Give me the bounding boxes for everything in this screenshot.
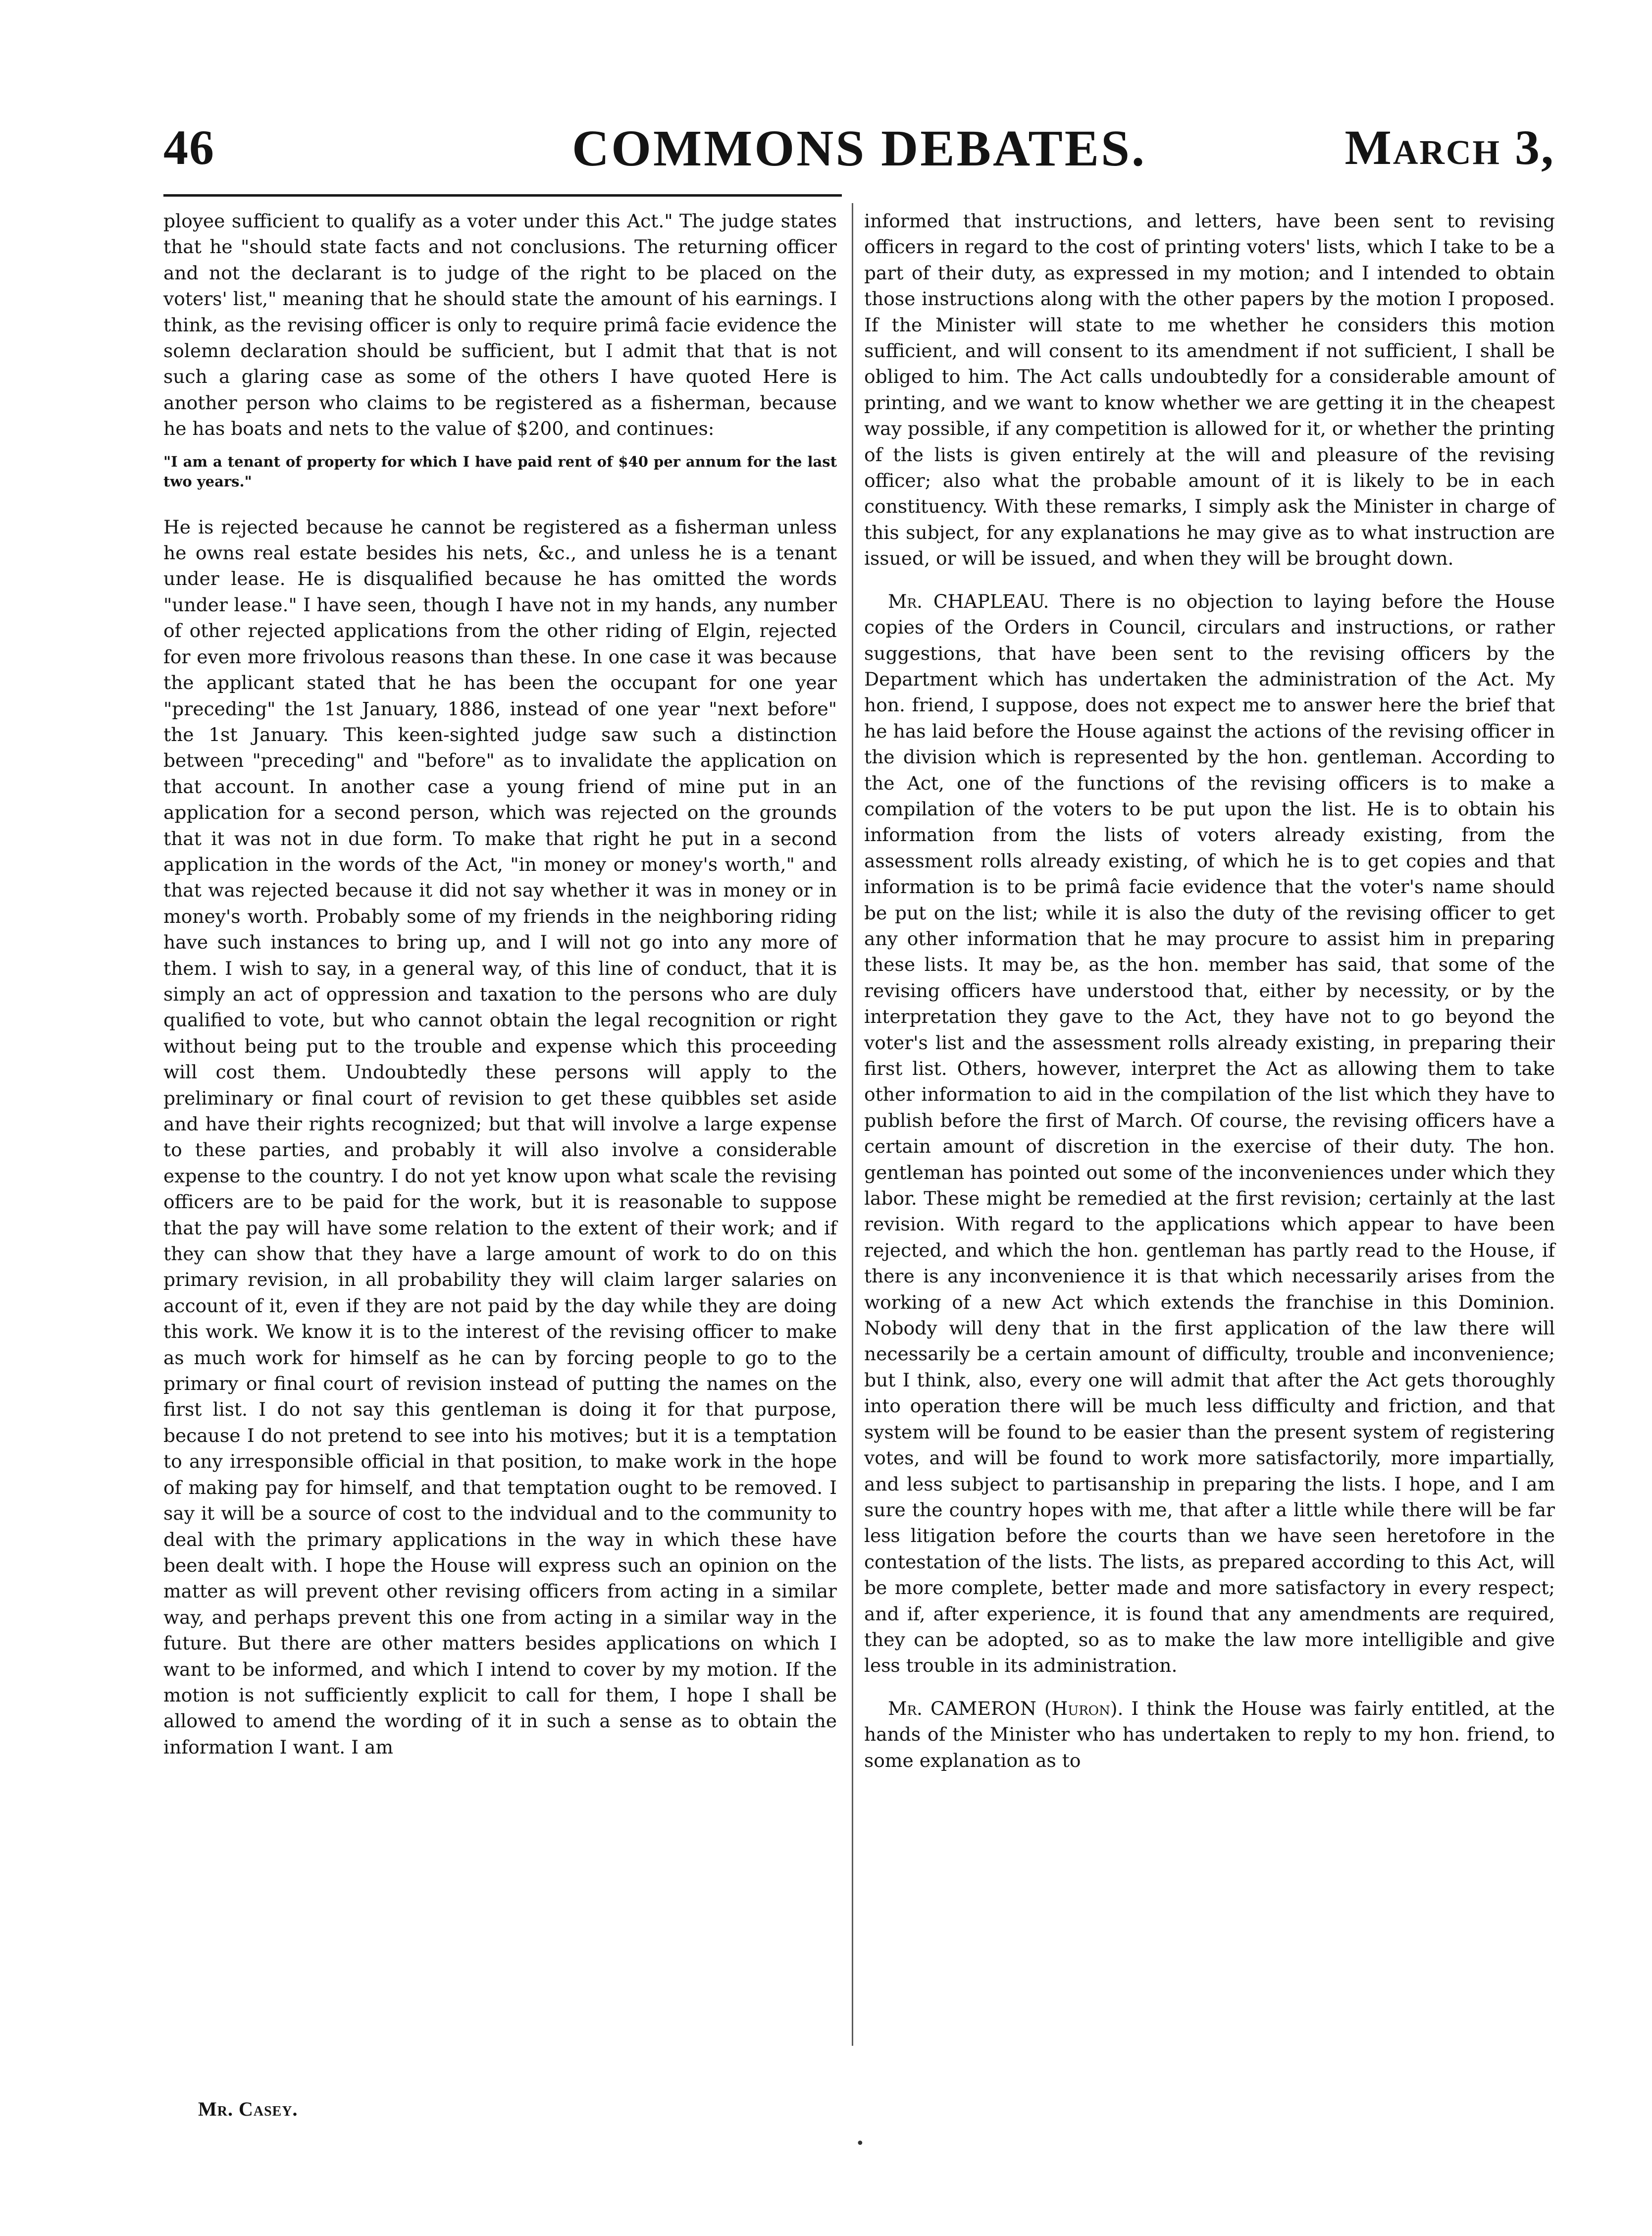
left-column <box>163 208 837 1760</box>
right-column <box>864 208 1555 1773</box>
speech-text: There is no objection to laying before the House copies of the Orders in Council, circulars and instructions, or rather suggestions, that have been sent to the revising officers by the Department which has undertaken the administration of the Act. My hon. friend, I suppose, does not expect me to answer here the brief that he has laid before the House against the actions of the revising officer in the division which is represented by the hon. gentleman. According to the Act, one of the functions of the revising officers is to make a compilation of the voters to be put upon the list. He is to obtain his information from the lists of voters already existing, from the assessment rolls already existing, of which he is to get copies and that information is to be primâ facie evidence that the voter's name should be put on the list; while it is also the duty of the revising officer to get any other information that he may procure to assist him in preparing these lists. It may be, as the hon. member has said, that some of the revising officers have understood that, either by necessity, or by the interpretation they gave to the Act, they have not to go beyond the voter's list and the assessment rolls already existing, in preparing their first list. Others, however, interpret the Act as allowing them to take other information to aid in the compilation of the list which they have to publish before the first of March. Of course, the revising officers have a certain amount of discretion in the exercise of their duty. The hon. gentleman has pointed out some of the inconveniences under which they labor. These might be remedied at the first revision; certainly at the last revision. With regard to the applications which appear to have been rejected, and which the hon. gentleman has partly read to the House, if there is any inconvenience it is that which necessarily arises from the working of a new Act which extends the franchise in this Dominion. Nobody will deny that in the first application of the law there will necessarily be a certain amount of difficulty, trouble and inconvenience; but I think, also, every one will admit that after the Act gets thoroughly into operation there will be much less difficulty and friction, and that system will be found to be easier than the present system of registering votes, and will be found to work more satisfactorily, more impartially, and less subject to partisanship in preparing the lists. I hope, and I am sure the country hopes with me, that after a little while there will be far less litigation before the courts than we have seen heretofore in the contestation of the lists. The lists, as prepared according to this Act, will be more complete, better made and more satisfactory in every respect; and if, after experience, it is found that any amendments are required, they can be adopted, so as to make the law more intelligible and give less trouble in its administration. <box>864 590 1555 1677</box>
speech-text: I think the House was fairly entitled, at the hands of the Minister who has undertaken to reply to my hon. friend, to some explanation as to <box>864 1697 1555 1771</box>
header-date: March 3, <box>1344 120 1555 175</box>
page-number: 46 <box>163 120 215 175</box>
speaker-name: Mr. CAMERON (Huron). <box>888 1697 1124 1719</box>
paragraph: informed that instructions, and letters, have been sent to revising officers in regard to the cost of printing voters' lists, which I take to be a part of their duty, as expressed in my motion; and I intended to obtain those instructions along with the other papers by the motion I proposed. If the Minister will state to me whether he considers this motion sufficient, and will consent to its amendment if not sufficient, I shall be obliged to him. The Act calls undoubtedly for a considerable amount of printing, and we want to know whether we are getting it in the cheapest way possible, if any competition is allowed for it, or whether the printing of the lists is given entirely at the will and pleasure of the revising officer; also what the probable amount of it is likely to be in each constituency. With these remarks, I simply ask the Minister in charge of this subject, for any explanations he may give as to what instruction are issued, or will be issued, and when they will be brought down. <box>864 210 1555 570</box>
footer-signature: Mr. Casey. <box>198 2098 298 2120</box>
header-rule <box>163 194 842 197</box>
printer-mark: • <box>856 2135 865 2152</box>
speech-paragraph <box>864 1696 1555 1773</box>
paragraph: He is rejected because he cannot be registered as a fisherman unless he owns real estate besides his nets, &c., and unless he is a tenant under lease. He is disqualified because he has omitted the words "under lease." I have seen, though I have not in my hands, any number of other rejected applications from the other riding of Elgin, rejected for even more frivolous reasons than these. In one case it was because the applicant stated that he has been the occupant for one year "preceding" the 1st January, 1886, instead of one year "next before" the 1st January. This keen-sighted judge saw such a distinction between "preceding" and "before" as to invalidate the application on that account. In another case a young friend of mine put in an application for a second person, which was rejected on the grounds that it was not in due form. To make that right he put in a second application in the words of the Act, "in money or money's worth," and that was rejected because it did not say whether it was in money or in money's worth. Probably some of my friends in the neighboring riding have such instances to bring up, and I will not go into any more of them. I wish to say, in a general way, of this line of conduct, that it is simply an act of oppression and taxation to the persons who are duly qualified to vote, but who cannot obtain the legal recognition or right without being put to the trouble and expense which this proceeding will cost them. Undoubtedly these persons will apply to the preliminary or final court of revision to get these quibbles set aside and have their rights recognized; but that will involve a large expense to these parties, and probably it will also involve a considerable expense to the country. I do not yet know upon what scale the revising officers are to be paid for the work, but it is reasonable to suppose that the pay will have some relation to the extent of their work; and if they can show that they have a large amount of work to do on this primary revision, in all probability they will claim larger salaries on account of it, even if they are not paid by the day while they are doing this work. We know it is to the interest of the revising officer to make as much work for himself as he can by forcing people to go to the primary or final court of revision instead of putting the names on the first list. I do not say this gentleman is doing it for that purpose, because I do not pretend to see into his motives; but it is a temptation to any irresponsible official in that position, to make work in the hope of making pay for himself, and that temptation ought to be removed. I say it will be a source of cost to the indvidual and to the community to deal with the primary applications in the way in which these have been dealt with. I hope the House will express such an opinion on the matter as will prevent other revising officers from acting in a similar way, and perhaps prevent this one from acting in a similar way in the future. But there are other matters besides applications on which I want to be informed, and which I intend to cover by my motion. If the motion is not sufficiently explicit to call for them, I hope I shall be allowed to amend the wording of it in such a sense as to obtain the information I want. I am <box>163 516 837 1758</box>
speech-paragraph <box>864 588 1555 1679</box>
page-header <box>163 114 1555 178</box>
speaker-name: Mr. CHAPLEAU. <box>888 590 1049 612</box>
journal-title: COMMONS DEBATES. <box>572 120 1146 177</box>
block-quote: "I am a tenant of property for which I have paid rent of $40 per annum for the last two years." <box>163 453 837 490</box>
paragraph: ployee sufficient to qualify as a voter under this Act." The judge states that he "should state facts and not conclusions. The returning officer and not the declarant is to judge of the right to be placed on the voters' list," meaning that he should state the amount of his earnings. I think, as the revising officer is only to require primâ facie evidence the solemn declaration should be sufficient, but I admit that that is not such a glaring case as some of the others I have quoted Here is another person who claims to be registered as a fisherman, because he has boats and nets to the value of $200, and continues: <box>163 210 837 440</box>
column-divider <box>852 203 853 2046</box>
